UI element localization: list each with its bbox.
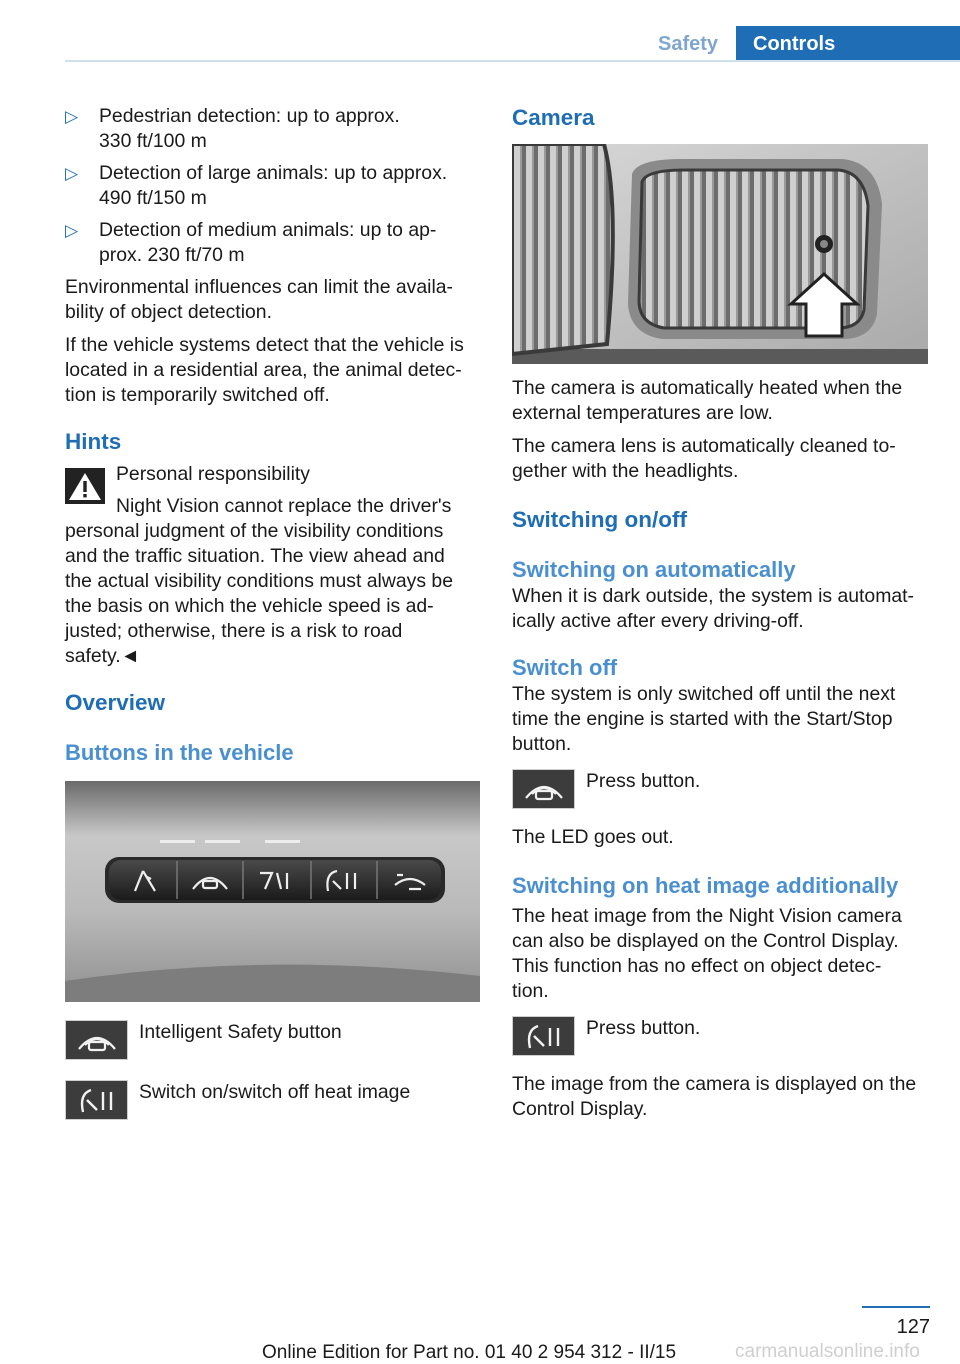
grille-camera-illustration — [512, 144, 928, 364]
warning-triangle-icon — [65, 468, 105, 504]
heat-image-icon — [512, 1016, 575, 1056]
camera-photo — [512, 144, 928, 364]
footer-rule — [862, 1306, 930, 1308]
header-rule — [65, 60, 960, 62]
press-safety-row — [512, 769, 930, 809]
right-column — [512, 104, 930, 1130]
bullet-item — [65, 218, 478, 268]
paragraph: The image from the camera is displayed on the Control Display. — [512, 1073, 917, 1120]
bullet-line: 330 ft/100 m — [99, 130, 207, 152]
triangle-bullet-icon: ▷ — [65, 164, 79, 183]
icon-label: Press button. — [586, 770, 701, 792]
buttons-photo — [65, 781, 480, 1002]
bullet-line: prox. 230 ft/70 m — [99, 244, 245, 266]
hints-heading: Hints — [65, 429, 122, 454]
triangle-bullet-icon: ▷ — [65, 107, 79, 126]
icon-label: Press button. — [586, 1017, 701, 1039]
heat-heading: Switching on heat image additionally — [512, 873, 899, 898]
auto-heading: Switching on automatically — [512, 557, 796, 582]
off-heading: Switch off — [512, 655, 618, 680]
paragraph: The system is only switched off until the next time the engine is started with the Start/Stop button. — [512, 683, 896, 755]
heat-image-icon — [65, 1080, 128, 1120]
buttons-heading: Buttons in the vehicle — [65, 740, 294, 765]
warning-line: Night Vision cannot replace the driver's — [116, 495, 452, 517]
intelligent-safety-icon — [512, 769, 575, 809]
warning-block — [65, 462, 478, 669]
heat-image-row — [65, 1080, 478, 1120]
bullet-line: Detection of large animals: up to approx. — [99, 162, 448, 184]
header-section-tab: Safety — [657, 32, 719, 55]
intelligent-safety-icon — [65, 1020, 128, 1060]
paragraph: Environmental influences can limit the availa- bility of object detection. — [65, 276, 454, 323]
warning-line: and the traffic situation. The view ahead and — [65, 545, 445, 567]
edition-text: Online Edition for Part no. 01 40 2 954 312 - II/15 — [262, 1342, 677, 1363]
page-number: 127 — [896, 1316, 930, 1338]
icon-label: Intelligent Safety button — [139, 1021, 342, 1043]
warning-line: personal judgment of the visibility conditions — [65, 520, 444, 542]
warning-title: Personal responsibility — [116, 463, 311, 485]
paragraph: The camera lens is automatically cleaned to- gether with the headlights. — [512, 435, 896, 482]
bullet-line: 490 ft/150 m — [99, 187, 207, 209]
paragraph: The LED goes out. — [512, 826, 674, 848]
bullet-item — [65, 161, 478, 211]
paragraph: The heat image from the Night Vision camera can also be displayed on the Control Display. This function has no effect on object detec- tion. — [512, 905, 902, 1002]
icon-label: Switch on/switch off heat image — [139, 1081, 411, 1103]
header-chapter-tab: Controls — [736, 26, 960, 62]
bullet-item — [65, 104, 478, 154]
press-heat-row — [512, 1016, 930, 1056]
bullet-line: Pedestrian detection: up to approx. — [99, 105, 400, 127]
warning-line: safety.◄ — [65, 645, 140, 667]
left-column — [65, 104, 478, 1120]
warning-line: the basis on which the vehicle speed is ad- — [65, 595, 434, 617]
paragraph: When it is dark outside, the system is automat- ically active after every driving-off. — [512, 585, 914, 632]
triangle-bullet-icon: ▷ — [65, 221, 79, 240]
paragraph: The camera is automatically heated when the external temperatures are low. — [512, 377, 903, 424]
warning-line: the actual visibility conditions must always be — [65, 570, 453, 592]
button-panel-illustration — [65, 781, 480, 1002]
camera-heading: Camera — [512, 105, 595, 130]
watermark: carmanualsonline.info — [735, 1341, 920, 1362]
bullet-line: Detection of medium animals: up to ap- — [99, 219, 437, 241]
intelligent-safety-row — [65, 1020, 478, 1060]
overview-heading: Overview — [65, 690, 166, 715]
warning-line: justed; otherwise, there is a risk to road — [65, 620, 403, 642]
paragraph: If the vehicle systems detect that the vehicle is located in a residential area, the animal detec- tion is temporarily switched off. — [65, 334, 464, 406]
switching-heading: Switching on/off — [512, 507, 687, 532]
